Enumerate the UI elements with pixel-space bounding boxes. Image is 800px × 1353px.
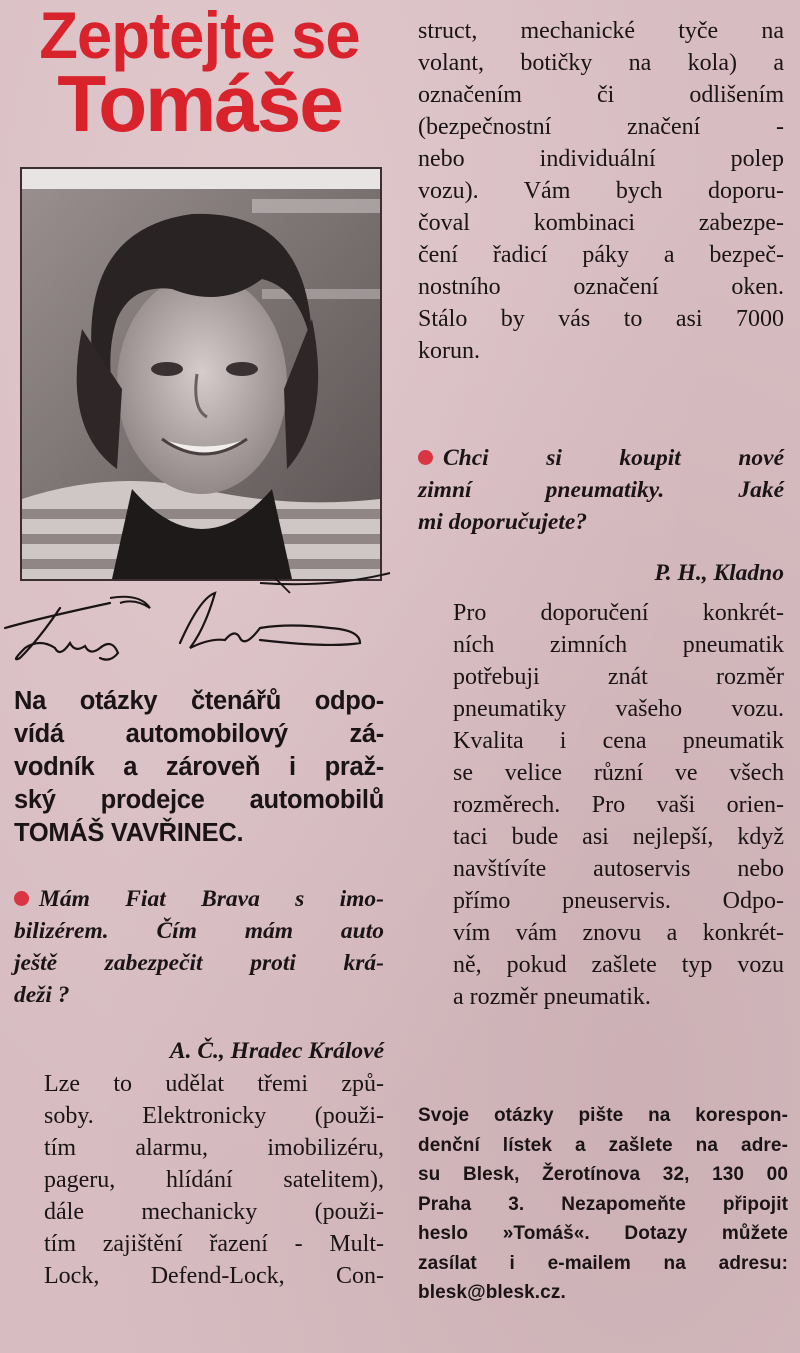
answer-line: tím alarmu, imobilizéru, <box>44 1135 384 1161</box>
red-dot-bullet-icon <box>418 450 433 465</box>
question-line: zimní pneumatiky. Jaké <box>418 477 784 503</box>
answer-line: Lock, Defend-Lock, Con- <box>44 1263 384 1289</box>
question-2-signoff: P. H., Kladno <box>654 560 784 586</box>
answer-line: nebo individuální polep <box>418 146 784 172</box>
answer-line: rozměrech. Pro vaši orien- <box>453 792 784 818</box>
question-1 <box>14 883 384 1011</box>
answer-line: volant, botičky na kola) a <box>418 50 784 76</box>
answer-line: čení řadicí páky a bezpeč- <box>418 242 784 268</box>
question-line: deži ? <box>14 982 70 1008</box>
footer-line: su Blesk, Žerotínova 32, 130 00 <box>418 1164 788 1185</box>
answer-line: Kvalita i cena pneumatik <box>453 728 784 754</box>
answer-1 <box>14 1068 384 1292</box>
question-line: ještě zabezpečit proti krá- <box>14 950 384 976</box>
footer-line: Svoje otázky pište na korespon- <box>418 1105 788 1126</box>
red-dot-bullet-icon <box>14 891 29 906</box>
question-line: mi doporučujete? <box>418 509 588 535</box>
answer-line: dále mechanicky (použi- <box>44 1199 384 1225</box>
headline-line-2: Tomáše <box>57 59 342 148</box>
portrait-illustration <box>22 169 380 579</box>
question-line: bilizérem. Čím mám auto <box>14 918 384 944</box>
footer-line: denční lístek a zašlete na adre- <box>418 1134 788 1156</box>
submission-instructions <box>418 1101 788 1308</box>
portrait-photo <box>20 167 382 581</box>
footer-line: Praha 3. Nezapomeňte připojit <box>418 1193 788 1215</box>
question-line: Chci si koupit nové <box>443 445 784 471</box>
answer-line: korun. <box>418 338 480 364</box>
answer-line: navštívíte autoservis nebo <box>453 856 784 882</box>
question-2 <box>418 442 784 538</box>
email-address: blesk@blesk.cz. <box>418 1282 566 1303</box>
right-column <box>400 0 800 1353</box>
footer-line: heslo »Tomáš«. Dotazy můžete <box>418 1223 788 1244</box>
footer-line: zasílat i e-mailem na adresu: <box>418 1252 788 1274</box>
intro-line: ský prodejce automobilů <box>14 786 384 814</box>
intro-line: Na otázky čtenářů odpo- <box>14 687 384 715</box>
intro-name: TOMÁŠ VAVŘINEC. <box>14 819 244 847</box>
intro-paragraph <box>14 685 384 850</box>
answer-line: a rozměr pneumatik. <box>453 984 651 1010</box>
answer-line: taci bude asi nejlepší, když <box>453 824 784 850</box>
intro-line: vodník a zároveň i praž- <box>14 753 384 781</box>
answer-line: soby. Elektronicky (použi- <box>44 1103 384 1129</box>
answer-1-continued <box>418 15 784 367</box>
answer-line: Pro doporučení konkrét- <box>453 600 784 626</box>
intro-line: vídá automobilový zá- <box>14 720 384 748</box>
answer-line: Stálo by vás to asi 7000 <box>418 306 784 332</box>
answer-line: tím zajištění řazení - Mult- <box>44 1231 384 1257</box>
answer-line: se velice různí ve všech <box>453 760 784 786</box>
answer-line: vím vám znovu a konkrét- <box>453 920 784 946</box>
answer-line: potřebuji znát rozměr <box>453 664 784 690</box>
answer-line: pneumatiky vašeho vozu. <box>453 696 784 722</box>
headline <box>12 0 387 148</box>
signature <box>0 568 400 678</box>
answer-line: vozu). Vám bych doporu- <box>418 178 784 204</box>
answer-line: (bezpečnostní značení - <box>418 114 784 140</box>
question-line: Mám Fiat Brava s imo- <box>39 886 384 912</box>
answer-line: čoval kombinaci zabezpe- <box>418 210 784 236</box>
answer-line: přímo pneuservis. Odpo- <box>453 888 784 914</box>
answer-line: nostního označení oken. <box>418 274 784 300</box>
answer-line: struct, mechanické tyče na <box>418 18 784 44</box>
headline-line-1: Zeptejte se <box>39 0 360 72</box>
answer-2 <box>418 597 784 1013</box>
answer-line: ně, pokud zašlete typ vozu <box>453 952 784 978</box>
answer-line: ních zimních pneumatik <box>453 632 784 658</box>
signature-handwriting <box>0 568 400 678</box>
answer-line: pageru, hlídání satelitem), <box>44 1167 384 1193</box>
question-1-signoff: A. Č., Hradec Králové <box>169 1038 384 1064</box>
answer-line: označením či odlišením <box>418 82 784 108</box>
answer-line: Lze to udělat třemi způ- <box>44 1071 384 1097</box>
